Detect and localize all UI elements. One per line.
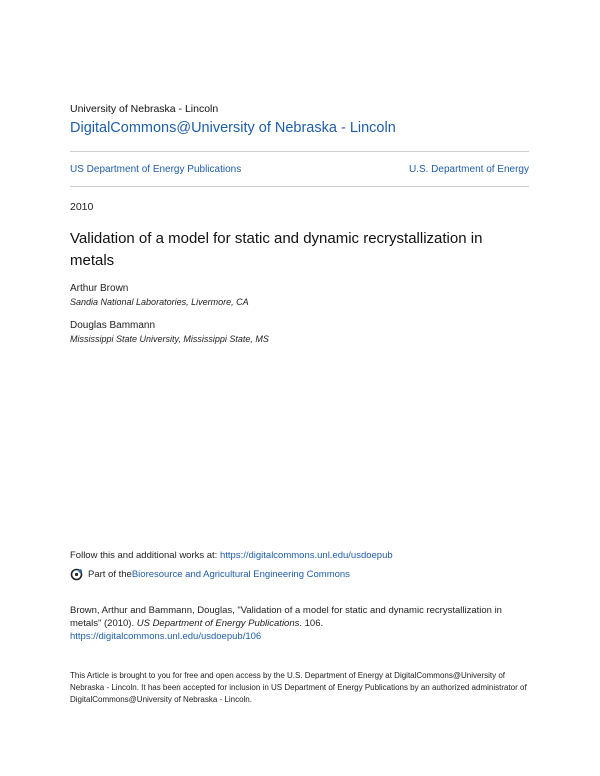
article-title: Validation of a model for static and dynamic recrystallization in metals	[70, 230, 483, 269]
repository-link[interactable]: DigitalCommons@University of Nebraska - Lincoln	[70, 120, 396, 136]
citation-url-link[interactable]: https://digitalcommons.unl.edu/usdoepub/106	[70, 631, 262, 642]
publication-year: 2010	[70, 201, 94, 213]
divider	[70, 151, 529, 152]
recommended-citation	[70, 604, 532, 643]
follow-line	[70, 550, 393, 561]
follow-label: Follow this and additional works at:	[70, 550, 220, 561]
author-affiliation: Mississippi State University, Mississippi State, MS	[70, 334, 269, 344]
commons-network-icon	[70, 568, 83, 581]
divider	[70, 186, 529, 187]
part-of-line	[70, 568, 350, 581]
author-name: Douglas Bammann	[70, 320, 156, 331]
department-link[interactable]: U.S. Department of Energy	[408, 164, 529, 175]
citation-text: Brown, Arthur and Bammann, Douglas, "Validation of a model for static and dynamic recrystallization in metals" (2010).	[70, 605, 502, 629]
institution-name: University of Nebraska - Lincoln	[70, 103, 219, 115]
citation-journal: US Department of Energy Publications	[136, 618, 300, 629]
part-of-label: Part of the	[88, 569, 132, 580]
discipline-link[interactable]: Bioresource and Agricultural Engineering Commons	[131, 569, 350, 580]
author-name: Arthur Brown	[70, 283, 129, 294]
series-link[interactable]: US Department of Energy Publications	[70, 164, 242, 175]
collection-link[interactable]: https://digitalcommons.unl.edu/usdoepub	[219, 550, 393, 561]
access-notice: This Article is brought to you for free and open access by the U.S. Department of Energy at DigitalCommons@University of Nebraska - Lincoln. It has been accepted for inclusion in US Department of Energy Publications by an authorized administrator of DigitalCommons@University of Nebraska - Lincoln.	[70, 671, 527, 704]
citation-number: . 106.	[299, 618, 324, 629]
author-affiliation: Sandia National Laboratories, Livermore, CA	[70, 297, 249, 307]
